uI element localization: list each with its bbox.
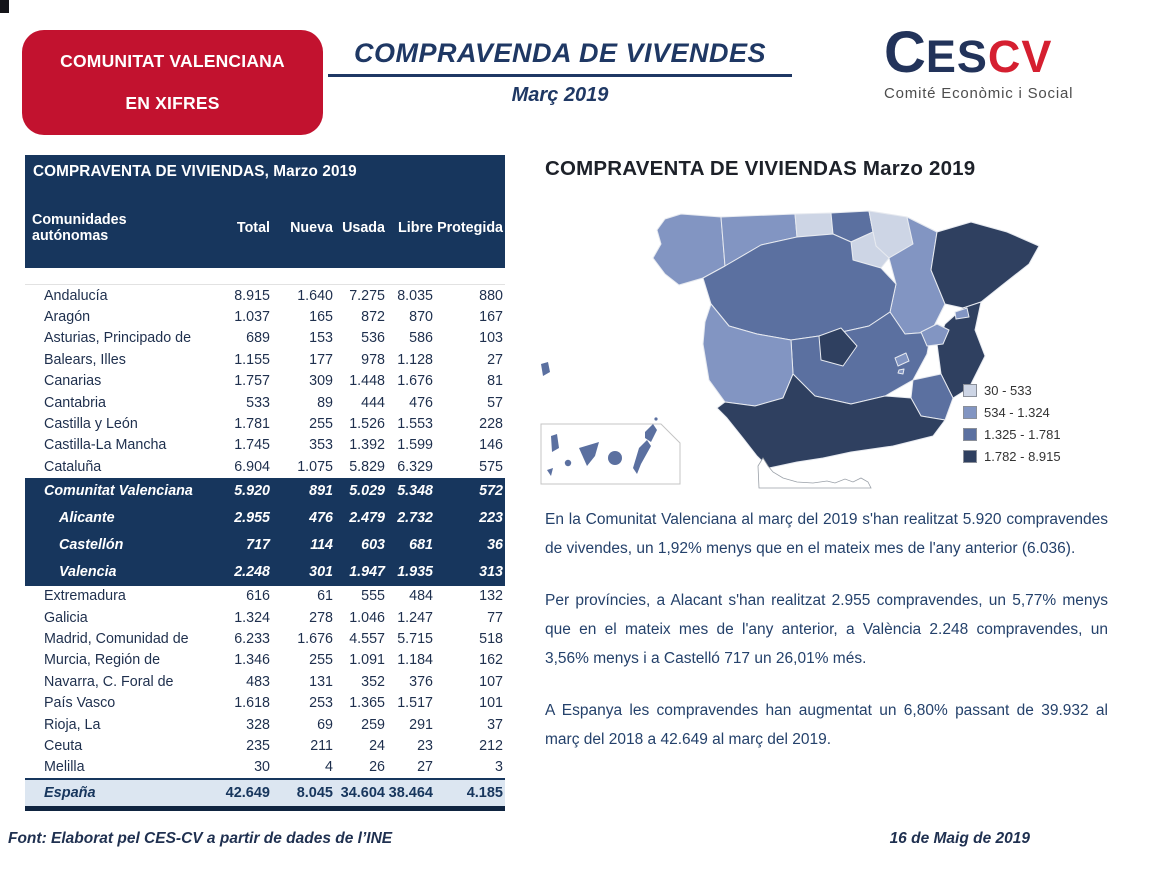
logo-subtitle: Comité Econòmic i Social: [884, 85, 1074, 102]
total-cell: 4.185: [466, 785, 503, 802]
paragraph: A Espanya les compravendes han augmentat un 6,80% passant de 39.932 al març del 2018 a 42.649 al març del 2019.: [545, 702, 1108, 748]
table-rows-bottom: [25, 586, 505, 779]
col-header-nueva: Nueva: [290, 220, 333, 236]
map-island-stray: [541, 362, 550, 376]
table-cell: Ceuta: [44, 737, 83, 754]
table-cell: 1.676: [297, 630, 333, 647]
table-cell: 61: [317, 588, 333, 605]
legend-label: 1.782 - 8.915: [984, 448, 1061, 464]
legend-label: 1.325 - 1.781: [984, 426, 1061, 442]
total-cell: 34.604: [340, 785, 385, 802]
table-cell: Asturias, Principado de: [44, 330, 192, 347]
table-cell: 1.599: [397, 437, 433, 454]
total-cell: 42.649: [225, 785, 270, 802]
table-cell: Galicia: [44, 609, 88, 626]
map-region-menorca: [955, 308, 969, 319]
total-cell: 38.464: [388, 785, 433, 802]
table-cell: 255: [309, 416, 333, 433]
legend-item: [963, 445, 1061, 467]
table-row: [25, 559, 505, 586]
table-cell: 1.526: [349, 416, 385, 433]
table-cell: 167: [479, 309, 503, 326]
col-header-total: Total: [236, 220, 270, 236]
map-region-cantabria: [795, 213, 833, 237]
page-corner-mark: [0, 0, 9, 13]
table-cell: País Vasco: [44, 695, 116, 712]
table-cell: 476: [309, 510, 333, 527]
table-row: [25, 371, 505, 392]
map-legend: [963, 379, 1061, 467]
table-cell: 3: [495, 759, 503, 776]
table-cell: Rioja, La: [44, 716, 101, 733]
table-cell: Navarra, C. Foral de: [44, 673, 174, 690]
table-rows-top: [25, 285, 505, 478]
table-cell: 301: [309, 564, 333, 581]
map-island: [633, 440, 651, 474]
table-cell: 1.346: [234, 652, 270, 669]
table-cell: 223: [479, 510, 503, 527]
col-header-libre: Libre: [398, 220, 433, 236]
table-row: [25, 349, 505, 370]
legend-label: 534 - 1.324: [984, 404, 1050, 420]
table-cell: 1.745: [234, 437, 270, 454]
table-row: [25, 628, 505, 649]
footer-date: 16 de Maig de 2019: [889, 830, 1030, 847]
table-cell: 444: [361, 394, 385, 411]
table-row: [25, 392, 505, 413]
table-cell: 8.915: [234, 287, 270, 304]
table-cell: 313: [479, 564, 503, 581]
table-cell: 278: [309, 609, 333, 626]
doc-subtitle: Març 2019: [511, 84, 609, 106]
table-cell: Canarias: [44, 373, 102, 390]
footer: [8, 830, 1030, 848]
table-cell: 235: [246, 737, 270, 754]
total-cell: 8.045: [296, 785, 333, 802]
table-cell: 575: [479, 458, 503, 475]
table-cell: 689: [246, 330, 270, 347]
map-island: [608, 451, 622, 465]
table-header-row: [25, 188, 505, 268]
table-cell: 1.046: [349, 609, 385, 626]
table-cell: 36: [487, 537, 503, 554]
table-cell: 572: [479, 483, 503, 500]
region-badge: [22, 30, 323, 135]
table-row: [25, 650, 505, 671]
table-cell: Extremadura: [44, 588, 126, 605]
table-cell: 1.640: [297, 287, 333, 304]
table-cell: 165: [309, 309, 333, 326]
table-cell: Murcia, Región de: [44, 652, 161, 669]
table-cell: 5.348: [397, 483, 433, 500]
table-cell: 1.324: [234, 609, 270, 626]
table-cell: Valencia: [59, 564, 117, 581]
table-cell: 1.448: [349, 373, 385, 390]
map-island: [547, 468, 553, 476]
table-row: [25, 532, 505, 559]
table-cell: 24: [369, 737, 385, 754]
table-cell: Melilla: [44, 759, 85, 776]
table-cell: 483: [246, 673, 270, 690]
table-cell: 872: [361, 309, 385, 326]
table-cell: 352: [361, 673, 385, 690]
table-row: [25, 478, 505, 505]
table-row: [25, 735, 505, 756]
map-island: [551, 434, 559, 452]
table-cell: 484: [409, 588, 433, 605]
table-rows-valenciana: [25, 478, 505, 586]
table-cell: 146: [479, 437, 503, 454]
table-cell: 6.329: [397, 458, 433, 475]
map-island: [654, 417, 657, 420]
table-cell: Castilla-La Mancha: [44, 437, 167, 454]
table-cell: 8.035: [397, 287, 433, 304]
logo-letters-cv: CV: [987, 31, 1053, 82]
table-cell: 103: [479, 330, 503, 347]
table-cell: 555: [361, 588, 385, 605]
table-cell: 681: [409, 537, 433, 554]
spain-map: [535, 186, 1168, 496]
table-cell: 114: [310, 537, 333, 554]
table-cell: 4: [325, 759, 333, 776]
table-cell: 1.676: [397, 373, 433, 390]
housing-table: [25, 155, 505, 811]
table-cell: Alicante: [59, 510, 115, 527]
table-row: [25, 586, 505, 607]
table-cell: 27: [487, 351, 503, 368]
table-cell: 77: [487, 609, 503, 626]
table-cell: 212: [479, 737, 503, 754]
table-cell: 2.248: [234, 564, 270, 581]
table-cell: Castellón: [59, 537, 124, 554]
table-row: [25, 607, 505, 628]
table-cell: 309: [309, 373, 333, 390]
table-cell: 1.618: [234, 695, 270, 712]
table-cell: 1.075: [297, 458, 333, 475]
table-row: [25, 671, 505, 692]
table-cell: Comunitat Valenciana: [44, 483, 193, 500]
legend-swatch: [963, 428, 977, 441]
table-cell: 880: [479, 287, 503, 304]
table-cell: 5.829: [349, 458, 385, 475]
table-cell: 533: [246, 394, 270, 411]
table-row: [25, 435, 505, 456]
table-cell: 328: [246, 716, 270, 733]
badge-line2: EN XIFRES: [125, 93, 220, 113]
commentary: [545, 505, 1108, 777]
table-row: [25, 306, 505, 327]
table-cell: 1.935: [397, 564, 433, 581]
table-cell: 69: [317, 716, 333, 733]
legend-item: [963, 401, 1061, 423]
table-cell: 211: [310, 737, 333, 754]
table-cell: 376: [409, 673, 433, 690]
table-cell: 1.247: [397, 609, 433, 626]
table-cell: 101: [479, 695, 503, 712]
col-header-comunidades: Comunidades autónomas: [32, 212, 127, 244]
footer-source: Font: Elaborat pel CES-CV a partir de dades de l’INE: [8, 830, 393, 847]
table-row: [25, 714, 505, 735]
logo-letter-c: C: [884, 20, 926, 85]
table-cell: 259: [361, 716, 385, 733]
table-cell: 4.557: [349, 630, 385, 647]
table-cell: 153: [309, 330, 333, 347]
table-cell: 1.947: [349, 564, 385, 581]
table-cell: Cantabria: [44, 394, 106, 411]
map-island: [579, 442, 599, 466]
legend-swatch: [963, 384, 977, 397]
table-cell: 27: [417, 759, 433, 776]
legend-label: 30 - 533: [984, 382, 1032, 398]
table-cell: 2.479: [349, 510, 385, 527]
table-cell: 57: [487, 394, 503, 411]
table-total-row: [25, 778, 505, 806]
table-cell: 2.732: [397, 510, 433, 527]
table-cell: 2.955: [234, 510, 270, 527]
table-cell: 255: [309, 652, 333, 669]
table-title-bar: COMPRAVENTA DE VIVIENDAS, Marzo 2019: [25, 155, 505, 188]
table-cell: 1.128: [397, 351, 433, 368]
badge-line1: COMUNITAT VALENCIANA: [60, 51, 285, 71]
table-cell: 1.155: [234, 351, 270, 368]
table-header-gap: [25, 268, 505, 285]
table-bottom-bar: [25, 806, 505, 811]
table-cell: 5.920: [234, 483, 270, 500]
legend-swatch: [963, 450, 977, 463]
table-cell: 5.715: [397, 630, 433, 647]
table-cell: 177: [309, 351, 333, 368]
table-row: [25, 285, 505, 306]
table-cell: 978: [361, 351, 385, 368]
legend-swatch: [963, 406, 977, 419]
logo-letters-es: ES: [925, 31, 988, 82]
table-row: [25, 328, 505, 349]
legend-item: [963, 423, 1061, 445]
table-cell: 1.091: [349, 652, 385, 669]
table-cell: 162: [479, 652, 503, 669]
table-cell: 6.904: [234, 458, 270, 475]
table-cell: 1.781: [234, 416, 270, 433]
paragraph: En la Comunitat Valenciana al març del 2019 s'han realitzat 5.920 compravendes de vivendes, un 1,92% menys que en el mateix mes de l'any anterior (6.036).: [545, 511, 1108, 557]
table-cell: 536: [361, 330, 385, 347]
table-row: [25, 456, 505, 477]
table-cell: 6.233: [234, 630, 270, 647]
table-row: [25, 692, 505, 713]
table-cell: 616: [246, 588, 270, 605]
map-region-formentera: [898, 369, 904, 374]
table-cell: 476: [409, 394, 433, 411]
table-cell: 353: [309, 437, 333, 454]
table-cell: 26: [369, 759, 385, 776]
table-cell: 1.392: [349, 437, 385, 454]
table-cell: 253: [309, 695, 333, 712]
table-cell: 1.757: [234, 373, 270, 390]
table-cell: 1.037: [234, 309, 270, 326]
table-cell: 870: [409, 309, 433, 326]
table-row: [25, 413, 505, 434]
legend-item: [963, 379, 1061, 401]
table-cell: 1.365: [349, 695, 385, 712]
table-cell: Aragón: [44, 309, 91, 326]
map-island: [565, 460, 571, 466]
table-cell: 603: [361, 537, 385, 554]
table-cell: 132: [479, 588, 503, 605]
table-cell: 23: [417, 737, 433, 754]
logo-text: [884, 20, 1114, 85]
doc-title: COMPRAVENDA DE VIVENDES: [328, 38, 792, 77]
table-cell: Madrid, Comunidad de: [44, 630, 189, 647]
table-cell: 518: [479, 630, 503, 647]
table-cell: 107: [479, 673, 503, 690]
table-cell: 89: [317, 394, 333, 411]
col-header-usada: Usada: [342, 220, 385, 236]
cescv-logo: [884, 20, 1114, 102]
title-block: [328, 38, 792, 107]
map-island: [645, 424, 657, 442]
table-cell: 131: [309, 673, 333, 690]
table-cell: 228: [479, 416, 503, 433]
table-cell: Balears, Illes: [44, 351, 126, 368]
table-cell: Castilla y León: [44, 416, 138, 433]
table-cell: 586: [409, 330, 433, 347]
table-cell: 291: [409, 716, 433, 733]
table-cell: 717: [246, 537, 270, 554]
table-cell: 1.184: [397, 652, 433, 669]
paragraph: Per províncies, a Alacant s'han realitzat 2.955 compravendes, un 5,77% menys que en el mateix mes de l'any anterior, a València 2.248 compravendes, un 3,56% menys i a Castelló 717 un 26,01% més.: [545, 592, 1108, 667]
map-region-cataluna: [931, 222, 1039, 308]
table-cell: Cataluña: [44, 458, 102, 475]
table-cell: 1.553: [397, 416, 433, 433]
table-cell: 30: [254, 759, 270, 776]
map-title: COMPRAVENTA DE VIVIENDAS Marzo 2019: [545, 157, 976, 180]
table-cell: 1.517: [397, 695, 433, 712]
table-cell: 891: [309, 483, 333, 500]
col-header-protegida: Protegida: [437, 220, 503, 236]
table-cell: 37: [487, 716, 503, 733]
total-row-name: España: [44, 785, 96, 802]
table-cell: 7.275: [349, 287, 385, 304]
table-row: [25, 757, 505, 778]
table-cell: 5.029: [349, 483, 385, 500]
table-cell: 81: [487, 373, 503, 390]
table-row: [25, 505, 505, 532]
table-cell: Andalucía: [44, 287, 108, 304]
